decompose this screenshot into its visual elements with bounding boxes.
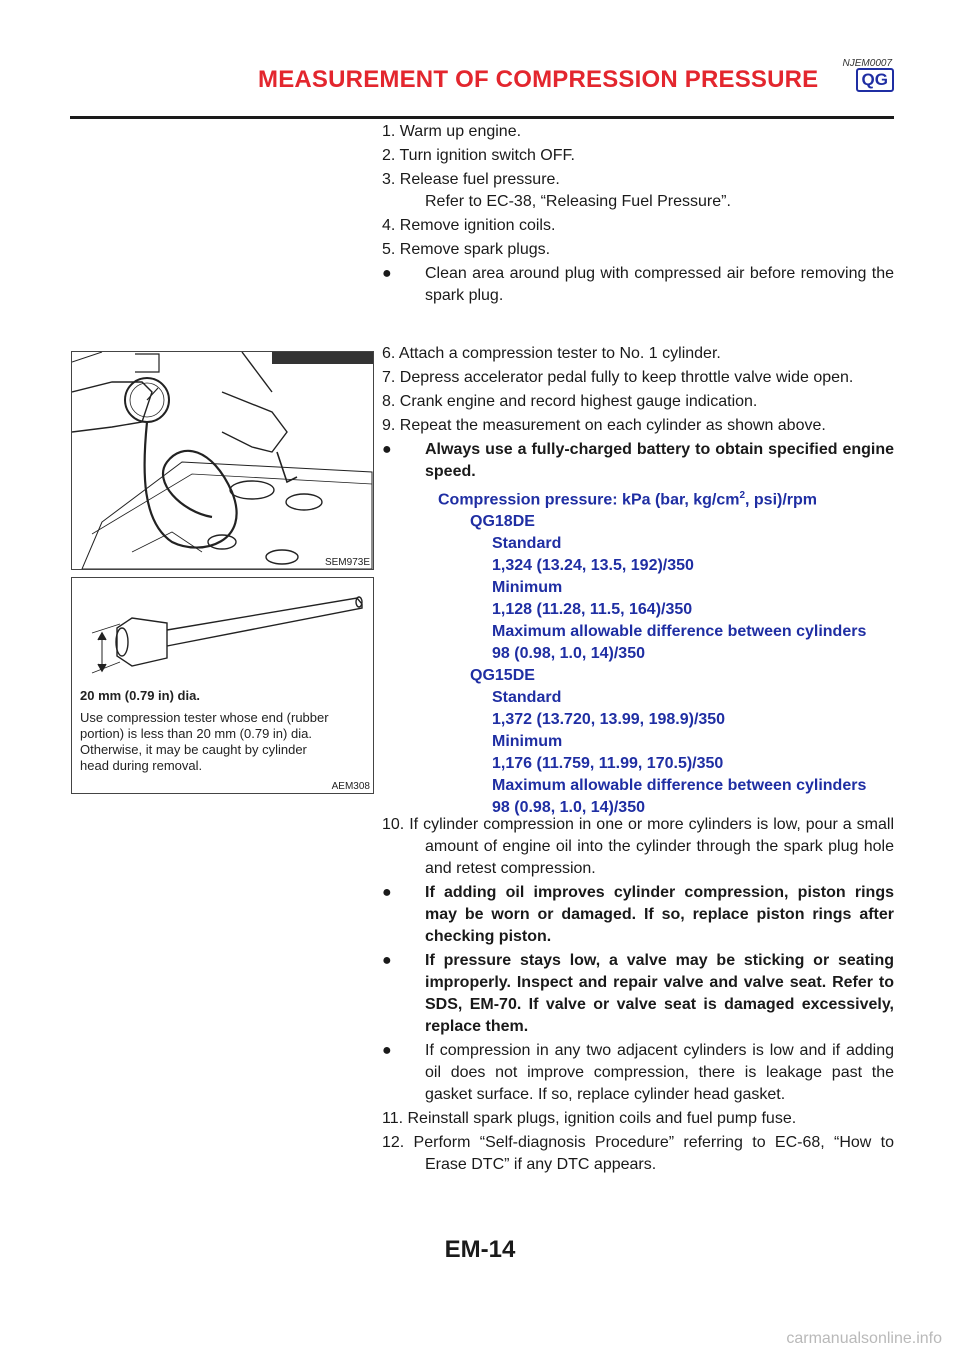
step-8: 8. Crank engine and record highest gauge indication. [382, 393, 758, 410]
bullet-adjacent-cylinders [382, 1040, 894, 1106]
figure-tester-end [71, 577, 374, 794]
spec-value: 1,372 (13.720, 13.99, 198.9)/350 [492, 711, 726, 729]
step-6: 6. Attach a compression tester to No. 1 cylinder. [382, 345, 721, 362]
compression-spec [382, 485, 894, 819]
bullet-icon: ● [382, 441, 392, 458]
figure-code: AEM308 [331, 781, 370, 792]
steps-group-a [382, 121, 894, 309]
step-10: 10. If cylinder compression in one or more cylinders is low, pour a small amount of engine oil into the cylinder through the spark plug hole and retest compression. [382, 816, 894, 877]
spec-heading [382, 485, 894, 511]
tester-illustration-icon [72, 352, 373, 569]
spec-value: 1,128 (11.28, 11.5, 164)/350 [492, 601, 693, 619]
spec-heading-post: , psi)/rpm [745, 491, 818, 509]
step-4: 4. Remove ignition coils. [382, 217, 556, 234]
engine-badge: QG [856, 68, 894, 92]
step-3-reference: Refer to EC-38, “Releasing Fuel Pressure”. [425, 193, 731, 210]
watermark: carmanualsonline.info [786, 1330, 942, 1347]
bullet-oil-improves [382, 882, 894, 948]
bullet-pressure-low [382, 950, 894, 1038]
bullet-text: If compression in any two adjacent cylinders is low and if adding oil does not improve compression, there is leakage past the gasket surface. If so, replace cylinder head gasket. [425, 1042, 894, 1103]
figure-note-line: Otherwise, it may be caught by cylinder [80, 742, 307, 757]
step-5: 5. Remove spark plugs. [382, 241, 551, 258]
step-7: 7. Depress accelerator pedal fully to keep throttle valve wide open. [382, 369, 854, 386]
step-9: 9. Repeat the measurement on each cylinder as shown above. [382, 417, 826, 434]
spec-value: 1,176 (11.759, 11.99, 170.5)/350 [492, 755, 724, 773]
page-number: EM-14 [444, 1236, 516, 1263]
bullet-text: If adding oil improves cylinder compression, piston rings may be worn or damaged. If so, replace piston rings after checking piston. [425, 884, 894, 945]
bullet-text: Always use a fully-charged battery to obtain specified engine speed. [425, 441, 894, 480]
figure-note-line: head during removal. [80, 758, 203, 773]
spec-label: Maximum allowable difference between cylinders [492, 623, 867, 641]
bullet-clean-area [382, 263, 894, 307]
figure-note-line: Use compression tester whose end (rubber [80, 710, 329, 725]
bullet-text: Clean area around plug with compressed air before removing the spark plug. [425, 265, 894, 304]
step-11: 11. Reinstall spark plugs, ignition coils and fuel pump fuse. [382, 1110, 797, 1127]
steps-group-b [382, 343, 894, 819]
bullet-battery [382, 439, 894, 483]
spec-label: Standard [492, 535, 562, 553]
spec-model-qg18: QG18DE [470, 513, 535, 531]
spec-model-qg15: QG15DE [470, 667, 535, 685]
header-rule [70, 116, 894, 119]
bullet-icon: ● [382, 1042, 392, 1059]
spec-label: Standard [492, 689, 562, 707]
tester-end-icon [72, 578, 373, 688]
spec-label: Minimum [492, 579, 563, 597]
bullet-icon: ● [382, 265, 392, 282]
spec-heading-pre: Compression pressure: kPa (bar, kg/cm [438, 491, 740, 509]
spec-label: Maximum allowable difference between cylinders [492, 777, 867, 795]
section-title: MEASUREMENT OF COMPRESSION PRESSURE [258, 66, 819, 93]
document-code: NJEM0007 [842, 58, 892, 69]
step-3: 3. Release fuel pressure. [382, 171, 560, 188]
figure-code: SEM973E [324, 557, 370, 568]
spec-value: 98 (0.98, 1.0, 14)/350 [492, 799, 645, 817]
step-1: 1. Warm up engine. [382, 123, 522, 140]
figure-note-line: portion) is less than 20 mm (0.79 in) dia. [80, 726, 312, 741]
bullet-icon: ● [382, 952, 392, 969]
step-12: 12. Perform “Self-diagnosis Procedure” referring to EC-68, “How to Erase DTC” if any DTC appears. [382, 1134, 894, 1173]
bullet-text: If pressure stays low, a valve may be sticking or seating improperly. Inspect and repair valve and valve seat. Refer to SDS, EM-70. If valve or valve seat is damaged excessively, replace them. [425, 952, 894, 1035]
spec-label: Minimum [492, 733, 563, 751]
bullet-icon: ● [382, 884, 392, 901]
figure-dimension-label: 20 mm (0.79 in) dia. [80, 688, 200, 703]
steps-group-c [382, 814, 894, 1178]
spec-value: 98 (0.98, 1.0, 14)/350 [492, 645, 645, 663]
figure-compression-tester [71, 351, 374, 570]
spec-heading-sup: 2 [739, 490, 746, 501]
step-2: 2. Turn ignition switch OFF. [382, 147, 575, 164]
section-header [258, 66, 894, 94]
spec-value: 1,324 (13.24, 13.5, 192)/350 [492, 557, 694, 575]
